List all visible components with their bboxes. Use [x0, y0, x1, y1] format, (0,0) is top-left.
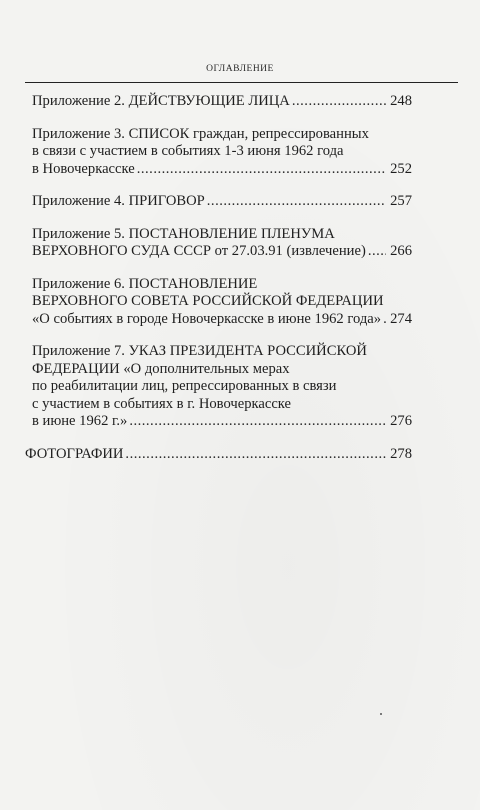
toc-entry-title-line: Приложение 6. ПОСТАНОВЛЕНИЕ	[32, 275, 258, 292]
toc-page-number: 257	[390, 193, 412, 209]
toc-page-number: 276	[390, 413, 412, 429]
toc-entry-title-line: Приложение 7. УКАЗ ПРЕЗИДЕНТА РОССИЙСКОЙ	[32, 343, 367, 359]
toc-entry-title-line: в июне 1962 г.»	[32, 413, 128, 429]
toc-entry-title: Приложение 4. ПРИГОВОР	[32, 193, 205, 209]
toc-entry-line	[32, 413, 412, 431]
toc-entry-title-line: Приложение 3. СПИСОК граждан, репрессированных	[32, 125, 369, 142]
toc-entry-appendix-5[interactable]	[25, 226, 412, 261]
toc-entry-line	[25, 446, 412, 464]
toc-entry-title: ФОТОГРАФИИ	[25, 445, 124, 462]
toc-entry-line	[32, 161, 412, 179]
toc-entry-line	[32, 311, 412, 329]
toc-entry-title: Приложение 2. ДЕЙСТВУЮЩИЕ ЛИЦА	[32, 93, 290, 109]
dot-leader	[383, 311, 386, 329]
paper-speck	[380, 713, 382, 715]
dot-leader	[368, 243, 386, 261]
dot-leader	[137, 161, 386, 179]
toc-entry-appendix-7[interactable]	[25, 343, 412, 431]
dot-leader	[292, 93, 386, 111]
toc-entry-title-line: «О событиях в городе Новочеркасске в июне 1962 года»	[32, 310, 382, 327]
toc-entry-appendix-2[interactable]	[25, 93, 412, 111]
dot-leader	[207, 193, 386, 211]
header-rule	[25, 82, 458, 83]
toc-entry-title-line: ВЕРХОВНОГО СОВЕТА РОССИЙСКОЙ ФЕДЕРАЦИИ	[32, 293, 384, 309]
toc-entry-title-line: в Новочеркасске	[32, 160, 135, 177]
toc-entry-appendix-3[interactable]	[25, 126, 412, 179]
toc-page-number: 252	[390, 160, 412, 177]
toc-entry-photographs[interactable]	[25, 446, 412, 464]
toc-entry-line	[32, 93, 412, 111]
dot-leader	[125, 446, 386, 464]
toc-entry-line	[32, 243, 412, 261]
toc-entry-appendix-4[interactable]	[25, 193, 412, 211]
running-head: ОГЛАВЛЕНИЕ	[206, 64, 274, 74]
toc-entry-appendix-6[interactable]	[25, 276, 412, 329]
toc-entry-title-line: Приложение 5. ПОСТАНОВЛЕНИЕ ПЛЕНУМА	[32, 225, 335, 242]
toc-entry-title-line: с участием в событиях в г. Новочеркасске	[32, 395, 291, 412]
toc-entry-title-line: ВЕРХОВНОГО СУДА СССР от 27.03.91 (извлечение)	[32, 243, 366, 259]
toc-page-number: 266	[390, 243, 412, 259]
table-of-contents	[25, 93, 412, 478]
dot-leader	[129, 413, 386, 431]
toc-entry-title-line: в связи с участием в событиях 1-3 июня 1962 года	[32, 143, 344, 159]
toc-page-number: 278	[390, 445, 412, 462]
toc-entry-title-line: ФЕДЕРАЦИИ «О дополнительных мерах	[32, 360, 290, 377]
toc-page-number: 248	[390, 93, 412, 109]
toc-entry-line	[32, 193, 412, 211]
toc-page-number: 274	[390, 310, 412, 327]
toc-entry-title-line: по реабилитации лиц, репрессированных в связи	[32, 378, 337, 394]
